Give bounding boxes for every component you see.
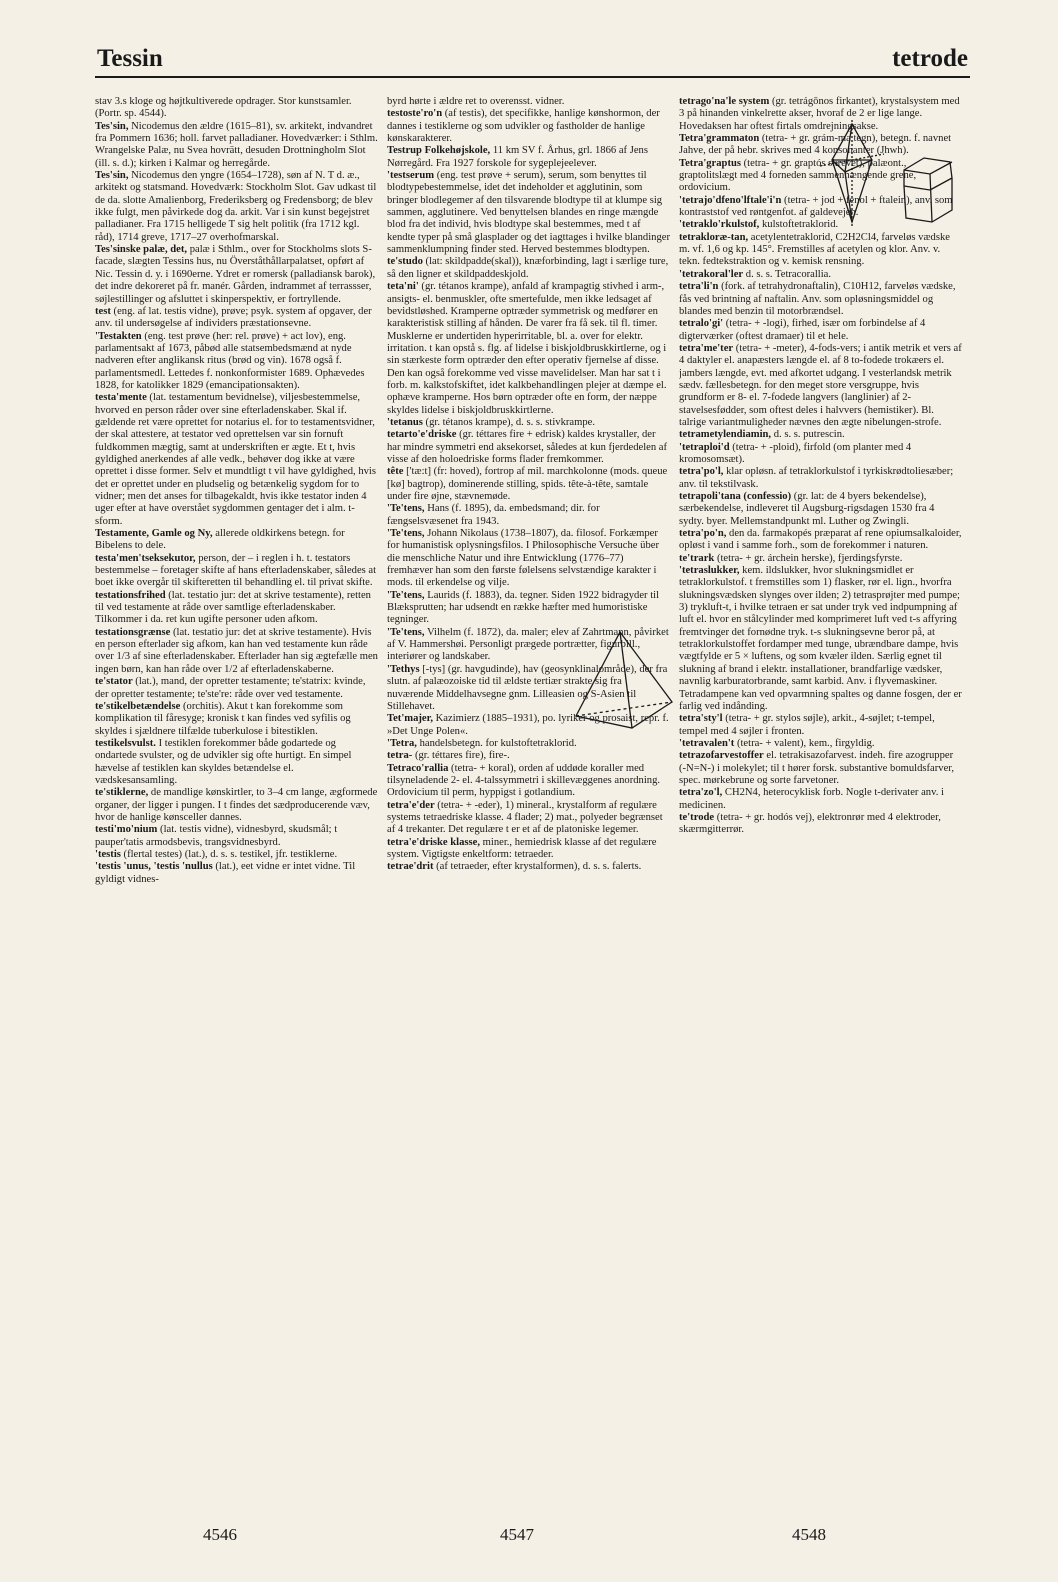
entry-text: (tetra- + jod + fenol + ftalein), anv. som kontraststof ved røntgenfot. af galdevejen. <box>679 194 953 219</box>
dictionary-entry <box>679 429 962 441</box>
entry-text: [-tys] (gr. havgudinde), hav (geosynklinalområde), der fra slutn. af palæozoiske tid til ældste tertiær strakte sig fra nuværende Middelhavsegne gnm. Lilleasien og S-Asien til Stillehavet. <box>387 663 668 712</box>
entry-headword: tête <box>387 466 404 478</box>
entry-headword: Tetra'graptus <box>679 157 741 169</box>
page-number-middle: 4547 <box>500 1525 534 1544</box>
dictionary-entry <box>95 121 378 170</box>
entry-headword: tetralo'gi' <box>679 318 724 330</box>
dictionary-entry <box>387 528 670 590</box>
entry-text: handelsbetegn. for kulstoftetraklorid. <box>416 737 577 749</box>
dictionary-entry <box>387 590 670 627</box>
dictionary-entry <box>95 701 378 738</box>
entry-text: d. s. s. Tetracorallia. <box>743 268 832 280</box>
dictionary-entry <box>679 232 962 269</box>
entry-headword: 'tetraklo'rkulstof, <box>679 219 760 231</box>
dictionary-entry <box>95 849 378 861</box>
dictionary-entry <box>679 812 962 837</box>
entry-text: den da. farmakopés præparat af rene opiumsalkaloider, opløst i vand i samme forh., som de forekommer i naturen. <box>679 528 962 552</box>
entry-text: ['tæ:t] (fr: hoved), fortrop af mil. marchkolonne (mods. queue [kø] bagtrop), dominerende stilling, spids. tête-à-tête, samtale under fire øjne, stævnemøde. <box>387 466 668 502</box>
entry-headword: te'studo <box>387 256 423 268</box>
dictionary-entry <box>387 96 670 108</box>
entry-text: Nicodemus den ældre (1615–81), sv. arkitekt, indvandret fra Pommern 1636; holl. farvet palladianer. Hovedværker: i Sthlm. Wrangelske Palæ, nu Svea hovrätt, desuden Drottningholm Slot (ill. s. d.); kirken i Kalmar og herregårde. <box>95 120 378 169</box>
dictionary-entry <box>95 824 378 849</box>
entry-text: byrd hørte i ældre ret to overensst. vidner. <box>387 96 565 107</box>
dictionary-entry <box>95 738 378 787</box>
entry-headword: Testrup Folkehøjskole, <box>387 145 491 157</box>
entry-text: kem. ildslukker, hvor slukningsmidlet er tetraklorkulstof. t fremstilles som 1) flasker, rør el. lign., hvorfra slukningsvædsken slynges over ilden; 2) tetrasprøjter med pumpe; 3) trykluft-t, i hvilke tetraen er sat under tryk ved indpumpning af luft el. hvor en stålcylinder med komprimeret luft ved t-s affyring fremtvinger det fornødne tryk. t-s slukningsevne beror på, at tetraklorkulstoffet fordamper med tunge, ubrændbare dampe, hvis vægtfylde er 5 × luftens, og som kvæler ilden. Særlig egnet til slukning af brand i elektr. installationer, brandfarlige vædsker, navnlig karburatorbrande, samt karbid. Anv. i flyvemaskiner. Tetradampene kan ved opvarmning spaltes og danne fosgen, der er farlig ved indånding. <box>679 565 962 712</box>
entry-text: miner., hemiedrisk klasse af det regulære system. Vigtigste enkeltform: tetraeder. <box>387 836 657 860</box>
dictionary-entry <box>95 590 378 627</box>
header-left-word: Tessin <box>97 45 163 72</box>
page-number-right: 4548 <box>792 1525 826 1544</box>
dictionary-entry <box>95 244 378 306</box>
entry-text: Laurids (f. 1883), da. tegner. Siden 1922 bidragyder til Blæksprutten; har udsendt en række hæfter med humoristiske tegninger. <box>387 589 660 626</box>
dictionary-entry <box>387 800 670 837</box>
dictionary-entry <box>95 627 378 676</box>
dictionary-entry <box>387 503 670 528</box>
entry-headword: 'Te'tens, <box>387 503 425 515</box>
entry-headword: tetra- <box>387 750 413 762</box>
entry-headword: tetra'e'driske klasse, <box>387 836 480 848</box>
dictionary-entry <box>387 256 670 281</box>
entry-headword: tetra'po'l, <box>679 466 724 478</box>
entry-text: el. tetrakisazofarvest. indeh. fire azogrupper (-N=N-) i molekylet; til t hører forsk. substantive bomuldsfarver, spec. mørkebrune og sorte farvetoner. <box>679 750 955 786</box>
entry-text: (fork. af tetrahydronaftalin), C10H12, farveløs vædske, fås ved brintning af naftalin. Anv. som opløsningsmiddel og blandes med benzin til motorbrændsel. <box>679 281 956 317</box>
header-right-word: tetrode <box>892 45 968 72</box>
dictionary-entry <box>679 787 962 812</box>
entry-headword: tetrametylendiamin, <box>679 429 772 441</box>
entry-headword: tetra'li'n <box>679 281 719 293</box>
entry-text: (tetra- + gr. stylos søjle), arkit., 4-søjlet; t-tempel, tempel med 4 søjler i fronten. <box>679 713 935 737</box>
dictionary-entry <box>95 528 378 553</box>
entry-headword: tetrapoli'tana (confessio) <box>679 491 792 502</box>
entry-headword: te'stikelbetændelse <box>95 700 181 712</box>
dictionary-entry <box>679 528 962 553</box>
column-3 <box>679 96 962 1491</box>
entry-headword: Tetra'grammaton <box>679 133 760 145</box>
entry-text: I testiklen forekommer både godartede og ondartede svulster, og de udvikler sig ofte hurtigt. En simpel hævelse af testiklen kan skyldes betændelse el. vædskesansamling. <box>95 737 352 786</box>
entry-text: allerede oldkirkens betegn. for Bibelens to dele. <box>95 528 345 552</box>
entry-headword: tetra'zo'l, <box>679 787 723 799</box>
entry-text: (tetra- + -logi), firhed, især om forbindelse af 4 digterværker (oftest dramaer) til et hele. <box>679 318 926 342</box>
entry-headword: tetrago'na'le system <box>679 96 770 107</box>
entry-text: person, der – i reglen i h. t. testators bestemmelse – foretager skifte af hans efterladenskaber, således at boet ikke overgår til skifteretten til behandling el. til privat skifte. <box>95 552 377 589</box>
entry-headword: testa'mente <box>95 392 147 404</box>
dictionary-entry <box>679 269 962 281</box>
tetragonal-crystal-icon <box>812 120 962 226</box>
dictionary-entry <box>387 750 670 762</box>
entry-text: (tetra- + -eder), 1) mineral., krystalform af regulære systems tetraedriske klasse. 4 flader; 2) mat., polyeder begrænset af 4 trekanter. Det regulære t er et af de platoniske legemer. <box>387 799 663 836</box>
dictionary-entry <box>387 763 670 800</box>
entry-headword: tetra'e'der <box>387 799 435 811</box>
dictionary-entry <box>679 343 962 429</box>
entry-headword: Tes'sin, <box>95 170 129 182</box>
entry-text: acetylentetraklorid, C2H2Cl4, farveløs vædske m. vf. 1,6 og kp. 145°. Fremstilles af acetylen og klor. Anv. v. tekn. fedtekstraktion og v. kemisk rensning. <box>679 231 950 268</box>
entry-text: (gr. tétanos krampe), anfald af krampagtig stivhed i arm-, ansigts- el. benmuskler, ofte smertefulde, men ikke ledsaget af bevidstløshed. Kramperne optræder symmetrisk og medfører en karakteristisk stilling af hånden. De varer fra få sek. til fl. timer. Musklerne er undertiden hyperirritable, bl. a. over for elektr. irritation. t kan opstå s. flg. af lidelse i biskjoldbruskkirtlerne, og i sin stærkeste form optræder den efter operativ fjernelse af disse. Den kan også forekomme ved visse mavelidelser. Man har sat t i forb. m. kalkstofskiftet, idet kalkbehandlingen plejer at dæmpe el. ophæve kramperne. Hos børn optræder ofte en form, der næppe skyldes lidelse i biskjoldbruskkirtlerne. <box>387 281 667 416</box>
dictionary-entry <box>679 750 962 787</box>
entry-headword: 'testis 'unus, 'testis 'nullus <box>95 861 213 873</box>
entry-headword: Tes'sin, <box>95 120 129 132</box>
dictionary-entry <box>95 787 378 824</box>
entry-text: stav 3.s kloge og højtkultiverede opdrager. Stor kunstsamler. (Portr. sp. 4544). <box>95 96 352 120</box>
entry-headword: 'tetravalen't <box>679 737 735 749</box>
entry-headword: testationsgrænse <box>95 626 171 638</box>
entry-headword: test <box>95 305 111 317</box>
dictionary-entry <box>387 837 670 862</box>
entry-text: (af testis), det specifikke, hanlige kønshormon, der dannes i testiklerne og som udvikler og fastholder de hanlige kønskarakterer. <box>387 108 660 145</box>
entry-text: (tetra- + gr. hodós vej), elektronrør med 4 elektroder, skærmgitterrør. <box>679 811 941 836</box>
entry-headword: 'tetraslukker, <box>679 565 740 577</box>
dictionary-entry <box>679 281 962 318</box>
entry-headword: tetra'sty'l <box>679 713 723 725</box>
entry-headword: testoste'ro'n <box>387 108 443 120</box>
entry-headword: 'tetrakoral'ler <box>679 268 744 280</box>
column-1 <box>95 96 378 1491</box>
entry-text: (gr. téttares fire + edrisk) kaldes krystaller, der har mindre symmetri end aksekorset, således at kun fjerdedelen af visse af den holoedriske forms flader fremkommer. <box>387 429 668 465</box>
entry-text: (gr. tétanos krampe), d. s. s. stivkrampe. <box>422 416 596 428</box>
dictionary-entry <box>95 306 378 331</box>
entry-text: (tetra- + -ploid), firfold (om planter med 4 kromosomsæt). <box>679 441 912 465</box>
entry-text: Nicodemus den yngre (1654–1728), søn af N. T d. æ., arkitekt og statsmand. Hovedværk: Stockholm Slot. Gav udkast til de da. slotte Amalienborg, Frederiksberg og Fredensborg; de blev ikke fulgt, men påvirkede dog da. arkit. Var i sin kunst begejstret palladianer. Fra 1715 helligede T sig helt politik (fra 1712 kgl. råd), 1714 greve, 1717–27 overhofmarskal. <box>95 170 377 243</box>
entry-headword: 'testis <box>95 848 121 860</box>
entry-text: palæ i Sthlm., over for Stockholms slots S-facade, slægten Tessins hus, nu Överståthållarpalatset, opført af Nic. Tessin d. y. i 1690erne. Ydret er romersk (palladiansk barok), det indre dekoreret på fr. manér. Gården, indrammet af terrassser, søjlestillinger og afsluttet i skinperspektiv, er fortryllende. <box>95 244 376 305</box>
dictionary-entry <box>679 442 962 467</box>
entry-text: (tetra- + valent), kem., firgyldig. <box>734 737 875 749</box>
dictionary-entry <box>679 553 962 565</box>
entry-text: 11 km SV f. Århus, grl. 1866 af Jens Nørregård. Fra 1927 forskole for sygeplejeelever. <box>387 145 648 169</box>
entry-headword: te'stator <box>95 676 133 688</box>
dictionary-entry <box>679 491 962 528</box>
dictionary-entry <box>387 417 670 429</box>
column-2 <box>387 96 670 1491</box>
entry-headword: 'Tethys <box>387 663 420 675</box>
entry-text: Vilhelm (f. 1872), da. maler; elev af Zahrtmann, påvirket af V. Hammershøi. Personligt prægede portrætter, figurbill., interiører og landskaber. <box>387 626 669 663</box>
entry-text: (lat. testatio jur: det at skrive testamente), retten til ved testamente at råde over samtlige efterladenskaber. Tilkommer i da. ret kun ugifte personer uden afkom. <box>95 589 371 626</box>
dictionary-entry <box>95 676 378 701</box>
dictionary-entry <box>387 170 670 256</box>
dictionary-entry <box>95 96 378 121</box>
entry-text: (lat. testamentum bevidnelse), viljesbestemmelse, hvorved en person råder over sine efterladenskaber. Skal if. gældende ret være oprettet for notarius el. for to testamentsvidner, der skal attestere, at testator ved oprettelsen var sin fornuft fuldkommen mægtig, samt at underskriften er ægte. Et t, hvis gyldighed anerkendes af alle vedk., behøver dog ikke at være oprettet i disse former. Selv et mundtligt t vil have gyldighed, hvis det er oprettet under en pludselig og betænkelig sygdom for to vidner; men det anses for tilbagekaldt, hvis ikke testator inden 4 uger efter at have overstået sygdommen gentager det i alm. t-sform. <box>95 392 376 527</box>
entry-headword: Tetraco'rallia <box>387 762 449 774</box>
entry-text: (gr. lat: de 4 byers bekendelse), særbekendelse, indleveret til Augsburg-rigsdagen 1530 fra 4 sydty. byer. Mellemstandpunkt ml. Luther og Zwingli. <box>679 491 935 527</box>
entry-headword: testa'men'tseksekutor, <box>95 552 196 564</box>
dictionary-entry <box>387 861 670 873</box>
entry-headword: tetra'po'n, <box>679 528 727 540</box>
entry-headword: te'trark <box>679 552 715 564</box>
entry-headword: Tes'sinske palæ, det, <box>95 244 188 256</box>
entry-headword: testationsfrihed <box>95 589 166 601</box>
entry-headword: 'tetrajo'dfeno'lftale'i'n <box>679 194 782 206</box>
entry-text: (tetra- + gr. grám-ma tegn), betegn. f. navnet Jahve, der på hebr. skrives med 4 konsonanter (Jhwh). <box>679 133 952 157</box>
entry-headword: tetrakloræ-tan, <box>679 231 749 243</box>
entry-text: (eng. test prøve (her: rel. prøve) + act lov), eng. parlamentsakt af 1673, påbød alle statsembedsmænd at nyde nadveren efter anglikansk ritus (brød og vin). 1678 også f. parlamentsmedl. Lettedes f. nonkonformister 1689. Ophævedes 1828, for katolikker 1829 (emancipationsakten). <box>95 330 365 391</box>
entry-headword: 'Te'tens, <box>387 528 425 540</box>
dictionary-entry <box>387 281 670 417</box>
dictionary-entry <box>679 738 962 750</box>
entry-headword: 'Te'tens, <box>387 626 425 638</box>
entry-text: kulstoftetraklorid. <box>759 219 839 231</box>
entry-headword: Tet'majer, <box>387 713 433 725</box>
entry-text: (lat.), eet vidne er intet vidne. Til gyldigt vidnes- <box>95 861 356 885</box>
dictionary-entry <box>679 713 962 738</box>
dictionary-entry <box>679 565 962 713</box>
entry-headword: testikelsvulst. <box>95 737 156 749</box>
dictionary-entry <box>387 145 670 170</box>
entry-text: (orchitis). Akut t kan forekomme som komplikation til fåresyge; kronisk t kan findes ved syfilis og skyldes i sjældnere tilfælde tuberkulose i bitestiklen. <box>95 700 351 737</box>
entry-headword: 'testserum <box>387 170 435 182</box>
entry-text: (tetra- + gr. árchein herske), fjerdingsfyrste. <box>714 552 903 564</box>
entry-headword: tetra'me'ter <box>679 342 734 354</box>
entry-text: (lat. testatio jur: det at skrive testamente). Hvis en person efterlader sig afkom, kan han ved testamente kun råde over 1/3 af sine efterladenskaber. Efterlader han sig ægtefælle men ingen børn, kan han råde over 1/2 af efterladenskaberne. <box>95 626 378 675</box>
entry-headword: te'trode <box>679 811 715 823</box>
entry-text: Kazimierz (1885–1931), po. lyriker og prosaist, repr. f. »Det Unge Polen«. <box>387 713 669 737</box>
entry-text: (gr. téttares fire), fire-. <box>412 750 510 762</box>
dictionary-entry <box>95 392 378 528</box>
dictionary-entry <box>679 466 962 491</box>
entry-text: (lat: skildpadde(skal)), knæforbinding, lagt i særlige ture, så den ligner et skildpaddeskjold. <box>387 256 669 280</box>
entry-text: (eng. af lat. testis vidne), prøve; psyk. system af opgaver, der anv. til undersøgelse af individers præstationsevne. <box>95 305 372 330</box>
entry-text: Johann Nikolaus (1738–1807), da. filosof. Forkæmper for humanistisk oplysningsfilos. I Philosophische Versuche über die menschliche Natur und ihre Entwicklung (1776–77) fremhæver han som den første følelsens selvstændige karakter i mods. til erkendelse og vilje. <box>387 528 659 589</box>
entry-headword: Testamente, Gamle og Ny, <box>95 528 213 540</box>
entry-headword: tetarto'e'driske <box>387 429 457 441</box>
entry-text: (af tetraeder, efter krystalformen), d. s. s. falerts. <box>433 861 642 873</box>
entry-text: (eng. test prøve + serum), serum, som benyttes til blodtypebestemmelse, idet det indeholder et agglutinin, som bringer blodlegemer af den tilsvarende blodtype til at klumpe sig sammen, agglutinere. Ved benyttelsen blandes en ringe mængde blod fra det individ, hvis blodtype skal bestemmes, med t af kendte typer på små glasplader og det iagttages i hvilke blandinger sammenklumpning finder sted. Herved bestemmes blodtypen. <box>387 170 670 256</box>
entry-text: (tetra- + koral), orden af uddøde koraller med tilsyneladende 2- el. 4-talssymmetri i skillevæggenes anordning. Ordovicium til perm, hyppigst i gotlandium. <box>387 762 661 799</box>
entry-text: CH2N4, heterocyklisk forb. Nogle t-derivater anv. i medicinen. <box>679 787 944 811</box>
tetrahedron-icon <box>570 628 678 733</box>
entry-headword: 'tetanus <box>387 416 423 428</box>
entry-headword: tetrae'drit <box>387 861 434 873</box>
dictionary-entry <box>95 553 378 590</box>
page-number-left: 4546 <box>203 1525 237 1544</box>
dictionary-entry <box>95 861 378 886</box>
entry-text: klar opløsn. af tetraklorkulstof i tyrkiskrødtoliesæber; anv. til tekstilvask. <box>679 466 954 490</box>
entry-text: (tetra- + -meter), 4-fods-vers; i antik metrik et vers af 4 daktyler el. anapæsters længde el. af 8 to-fodede trokæers el. jambers længde, evt. med afkortet udgang. I vesterlandsk metrik sædv. fællesbetegn. for den meget store versgruppe, hvis grundform er 8- el. 7-fodede langvers (langlinier) af 2-stavelsesfødder, som oftest deles i halvvers (hemistiker). Bl. talrige variantmuligheder nævnes den ægte nibelungen-strofe. <box>679 342 962 428</box>
entry-text: d. s. s. putrescin. <box>771 429 845 441</box>
entry-headword: testi'mo'nium <box>95 824 158 836</box>
running-header <box>95 40 970 78</box>
entry-text: (flertal testes) (lat.), d. s. s. testikel, jfr. testiklerne. <box>120 848 338 860</box>
entry-text: (tetra- + gr. graptós skrevet), palæont., graptolitslægt med 4 forneden sammenhængende grene, ordovicium. <box>679 157 917 194</box>
dictionary-entry <box>95 331 378 393</box>
dictionary-entry <box>387 429 670 466</box>
entry-headword: 'tetraploi'd <box>679 441 730 453</box>
entry-headword: 'Tetra, <box>387 737 417 749</box>
entry-text: (lat.), mand, der opretter testamente; te'statrix: kvinde, der opretter testamente; te'ste're: råde over ved testamente. <box>95 676 366 700</box>
entry-headword: teta'ni' <box>387 281 419 293</box>
dictionary-entry <box>95 170 378 244</box>
entry-headword: tetrazofarvestoffer <box>679 750 764 762</box>
entry-headword: 'Te'tens, <box>387 589 425 601</box>
dictionary-entry <box>387 738 670 750</box>
dictionary-entry <box>387 466 670 503</box>
entry-headword: 'Testakten <box>95 330 142 342</box>
dictionary-entry <box>679 318 962 343</box>
entry-headword: te'stiklerne, <box>95 787 149 799</box>
entry-text: de mandlige kønskirtler, to 3–4 cm lange, ægformede organer, der ligger i pungen. I t findes det sædproducerende væv, hvor de hanlige kønsceller dannes. <box>95 787 378 823</box>
dictionary-entry <box>387 108 670 145</box>
entry-text: Hans (f. 1895), da. embedsmand; dir. for fængselsvæsenet fra 1943. <box>387 503 600 527</box>
entry-text: (lat. testis vidne), vidnesbyrd, skudsmål; t pauper'tatis armodsbevis, trangsvidnesbyrd. <box>95 824 338 848</box>
entry-text: (gr. tetrágōnos firkantet), krystalsystem med 3 på hinanden vinkelrette akser, hvoraf de 2 er lige lange. Hovedaksen har oftest firtals omdrejningsakse. <box>679 96 960 132</box>
